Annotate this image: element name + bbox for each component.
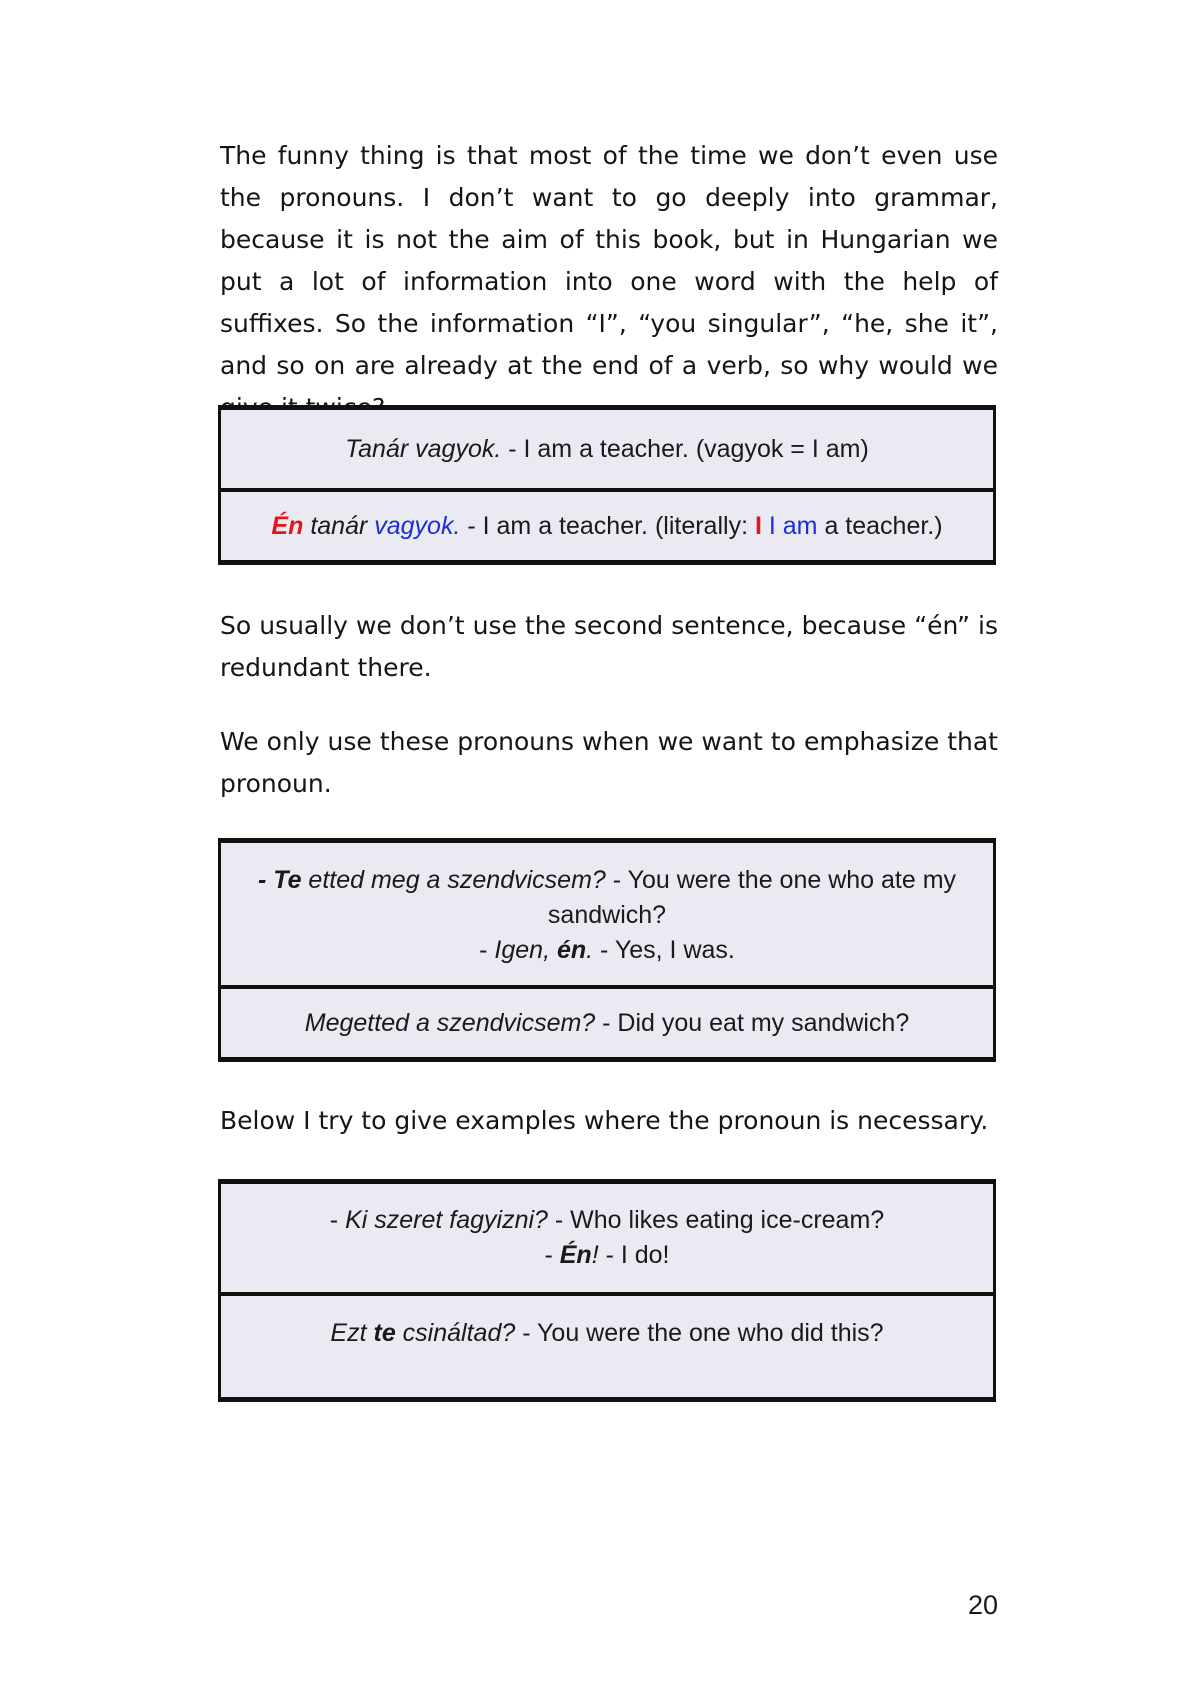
english-question: - You were the one who ate my sandwich? xyxy=(547,866,957,929)
literal-verb-highlight: I am xyxy=(761,512,818,540)
hungarian-noun: tanár xyxy=(303,512,375,540)
example-table-1 xyxy=(218,405,996,565)
answer-line xyxy=(330,1238,884,1273)
english-translation: - You were the one who did this? xyxy=(515,1319,884,1347)
english-question: - Did you eat my sandwich? xyxy=(595,1009,910,1037)
hungarian-prefix: Ezt xyxy=(330,1319,374,1347)
answer-pronoun-emphasis: Én xyxy=(559,1241,592,1269)
redundancy-paragraph: So usually we don’t use the second sentence, because “én” is redundant there. xyxy=(220,611,998,682)
english-translation-prefix: - I am a teacher. (literally: xyxy=(460,512,755,540)
question-dash: - xyxy=(257,866,274,894)
answer-exclamation: ! xyxy=(591,1241,599,1269)
literal-pronoun-highlight: I xyxy=(754,512,762,540)
answer-pronoun-emphasis: én xyxy=(556,936,587,964)
example-row-emphasized-question xyxy=(221,843,993,985)
example-row-plain-question xyxy=(221,985,993,1058)
example-row-who-question xyxy=(221,1184,993,1292)
intro-paragraph: The funny thing is that most of the time we don’t even use the pronouns. I don’t want to go deeply into grammar, because it is not the aim of this book, but in Hungarian we put a lot of information into one word with the help of suffixes. So the information “I”, “you singular”, “he, she it”, and so on are already at the end of a verb, so why would we xyxy=(220,141,998,380)
question-line xyxy=(330,1203,884,1238)
example-table-2 xyxy=(218,838,996,1062)
pronoun-highlight: Én xyxy=(271,512,304,540)
hungarian-sentence: Tanár vagyok. xyxy=(345,434,502,463)
pronoun-emphasis: te xyxy=(373,1319,396,1347)
english-answer: - Yes, I was. xyxy=(593,936,735,964)
english-answer: - I do! xyxy=(598,1241,670,1269)
hungarian-question: etted meg a szendvicsem? xyxy=(301,866,606,894)
answer-period: . xyxy=(586,936,594,964)
answer-line xyxy=(245,933,969,968)
hungarian-question: Megetted a szendvicsem? xyxy=(304,1009,596,1037)
example-table-3 xyxy=(218,1179,996,1402)
hungarian-suffix: csináltad? xyxy=(395,1319,516,1347)
pronoun-emphasis: Te xyxy=(273,866,302,894)
page-number: 20 xyxy=(967,1590,998,1620)
examples-intro-paragraph: Below I try to give examples where the pronoun is necessary. xyxy=(220,1106,989,1135)
emphasis-paragraph: We only use these pronouns when we want to emphasize that pronoun. xyxy=(220,727,998,798)
hungarian-answer: Igen, xyxy=(494,936,557,964)
example-row-with-pronoun xyxy=(221,488,993,561)
answer-dash: - xyxy=(544,1241,560,1269)
hungarian-question: Ki szeret fagyizni? xyxy=(345,1206,548,1234)
verb-highlight: vagyok. xyxy=(374,512,461,540)
english-question: - Who likes eating ice-cream? xyxy=(547,1206,885,1234)
english-translation-suffix: a teacher.) xyxy=(817,512,943,540)
question-line xyxy=(245,863,969,933)
example-row-did-this xyxy=(221,1292,993,1398)
english-translation: - I am a teacher. (vagyok = I am) xyxy=(501,434,869,463)
example-row-without-pronoun xyxy=(221,410,993,488)
answer-dash: - xyxy=(479,936,495,964)
question-dash: - xyxy=(329,1206,346,1234)
